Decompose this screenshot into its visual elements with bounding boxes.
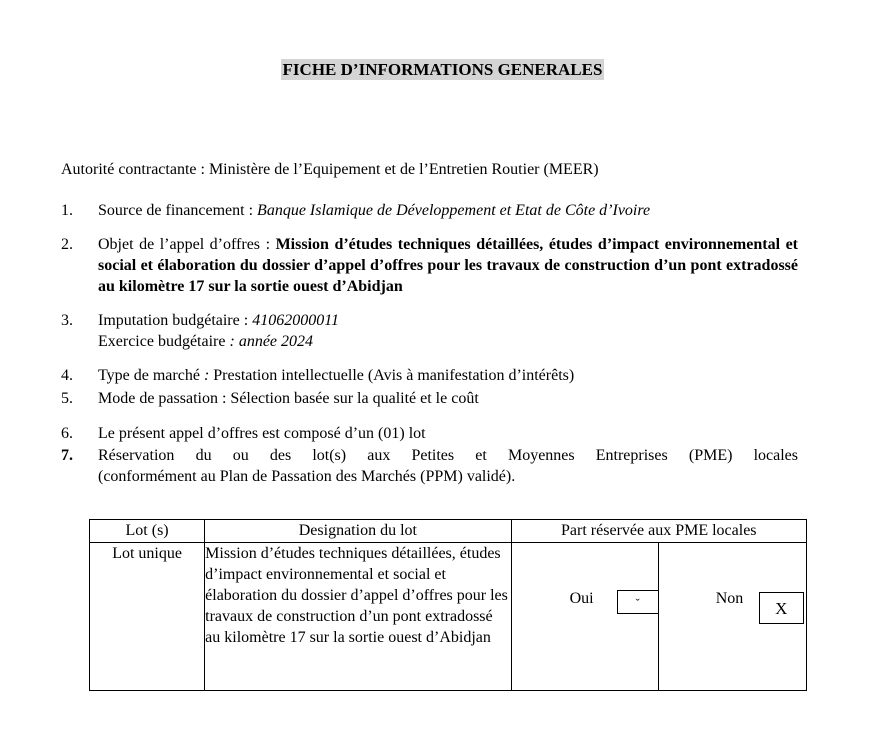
item-label: Exercice budgétaire (98, 333, 230, 350)
item-procurement-mode (61, 388, 798, 409)
item-text-line: (conformément au Plan de Passation des Marchés (PPM) validé). (98, 468, 516, 485)
item-sme-reservation (61, 445, 798, 487)
item-label: Type de marché (98, 367, 204, 384)
lots-table (89, 519, 807, 691)
item-number: 1. (61, 202, 73, 219)
oui-checkbox[interactable]: ˇ (617, 590, 659, 614)
cell-designation: Mission d’études techniques détaillées, études d’impact environnemental et social et élaboration du dossier d’appel d’offres pour les travaux de construction d’un pont extradossé au kilomètre 17 sur la sortie ouest d’Abidjan (205, 543, 511, 691)
item-value: : année 2024 (229, 333, 314, 350)
item-lot-count (61, 423, 798, 444)
non-checkbox[interactable]: X (759, 592, 804, 624)
cell-oui (511, 543, 658, 691)
item-label: Imputation budgétaire : (98, 312, 253, 329)
item-budget (61, 310, 798, 352)
item-number: 7. (61, 447, 73, 464)
budget-imputation-line (98, 310, 798, 331)
document-title-text: FICHE D’INFORMATIONS GENERALES (282, 60, 603, 79)
item-text-line: Réservation du ou des lot(s) aux Petites et Moyennes Entreprises (PME) locales (98, 447, 798, 464)
item-number: 4. (61, 367, 73, 384)
document-title (0, 60, 885, 80)
budget-year-line (98, 331, 798, 352)
item-label: Source de financement : (98, 202, 258, 219)
cell-lot-name: Lot unique (90, 543, 205, 691)
item-separator: : (203, 367, 214, 384)
item-number: 6. (61, 425, 73, 442)
item-funding-source (61, 200, 798, 221)
contracting-authority: Autorité contractante : Ministère de l’Equipement et de l’Entretien Routier (MEER) (61, 161, 599, 178)
header-lot: Lot (s) (90, 520, 205, 543)
item-label: Objet de l’appel d’offres : (98, 236, 276, 253)
item-text: Le présent appel d’offres est composé d’un (01) lot (98, 425, 426, 442)
header-sme-share: Part réservée aux PME locales (511, 520, 806, 543)
cell-non (658, 543, 806, 691)
oui-label: Oui (569, 590, 594, 607)
non-label: Non (715, 590, 744, 607)
item-text: Mode de passation : Sélection basée sur la qualité et le coût (98, 390, 479, 407)
item-number: 3. (61, 312, 73, 329)
item-value: Banque Islamique de Développement et Etat de Côte d’Ivoire (257, 202, 651, 219)
item-number: 5. (61, 390, 73, 407)
item-value: Prestation intellectuelle (Avis à manifestation d’intérêts) (213, 367, 575, 384)
table-row (90, 543, 807, 691)
header-designation: Designation du lot (205, 520, 511, 543)
item-market-type (61, 365, 798, 386)
item-value: Mission d’études techniques détaillées, études d’impact environnemental et social et élaboration du dossier d’appel d’offres pour les travaux de construction d’un pont extradossé au kilomètre 17 sur la sortie ouest d’Abidjan (98, 236, 799, 295)
item-value: 41062000011 (252, 312, 339, 329)
item-tender-object (61, 234, 798, 297)
table-header-row (90, 520, 807, 543)
item-number: 2. (61, 236, 73, 253)
